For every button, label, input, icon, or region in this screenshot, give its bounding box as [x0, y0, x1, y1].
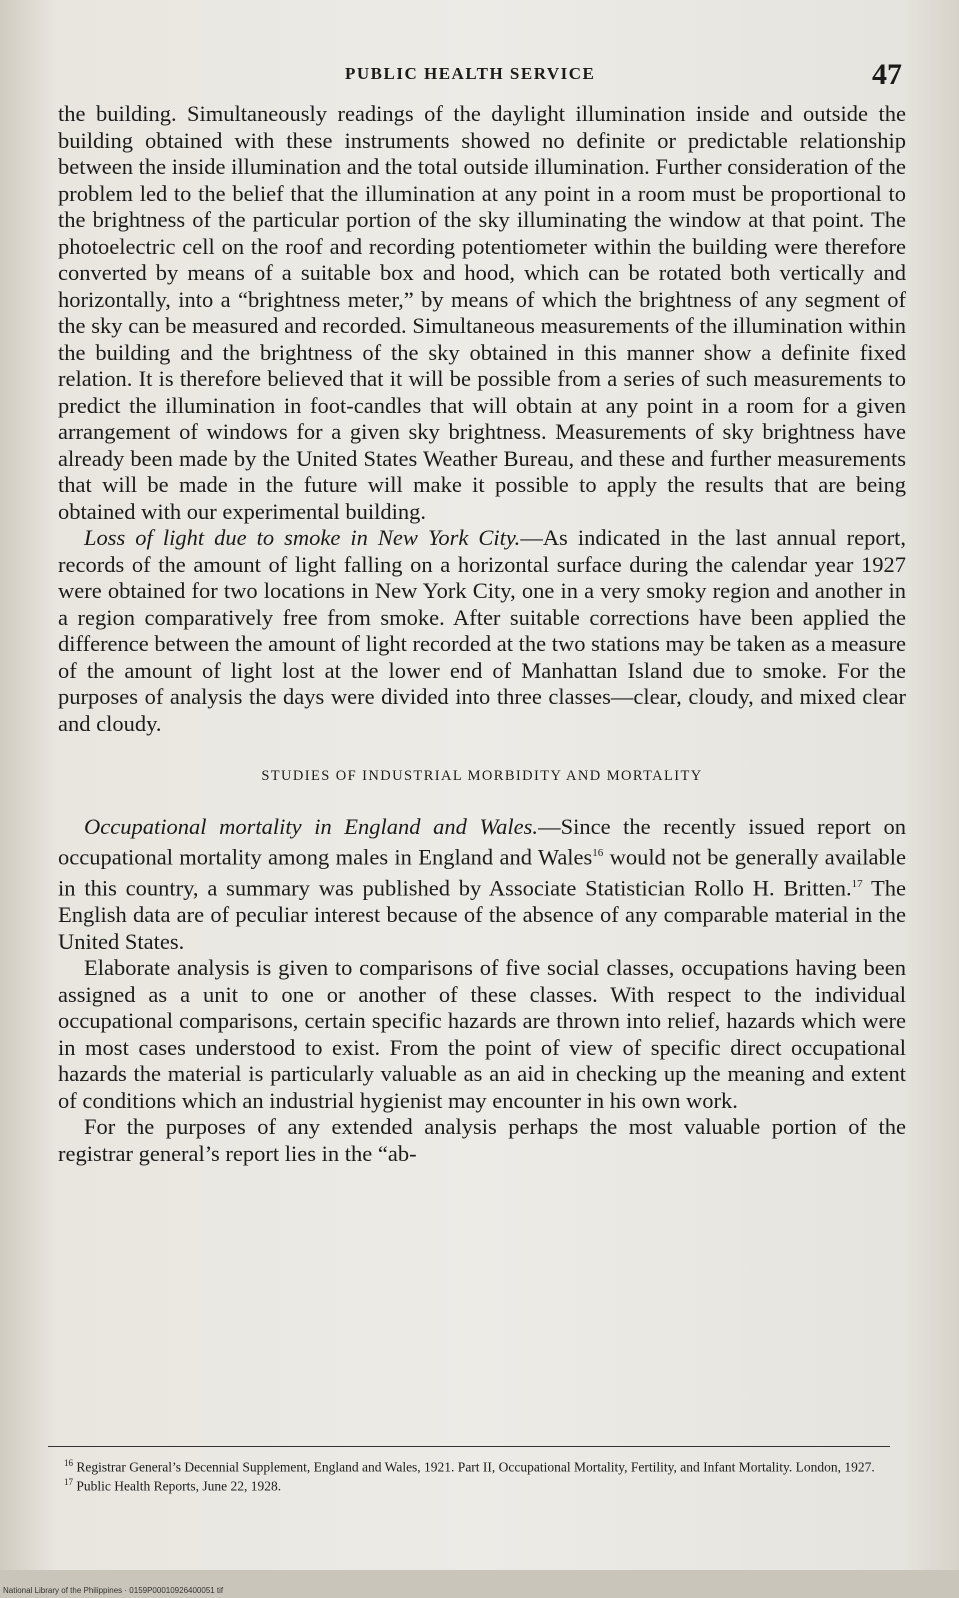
- footnote-rule: [48, 1446, 890, 1447]
- scan-imprint: National Library of the Philippines · 0159P00010926400051 tif: [3, 1586, 224, 1595]
- paragraph-occupational-mortality: [58, 814, 906, 956]
- paragraph-social-classes: Elaborate analysis is given to comparisons of five social classes, occupations having been assigned as a unit to one or another of these classes. With respect to the individual occupational comparisons, certain specific hazards are thrown into relief, hazards which were in most cases understood to exist. From the point of view of specific direct occupational hazards the material is particularly valuable as an aid in checking up the meaning and extent of conditions which an industrial hygienist may encounter in his own work.: [58, 955, 906, 1113]
- footnote-16: [50, 1456, 892, 1475]
- footnotes: [50, 1456, 892, 1493]
- paragraph-occupational-mortality-title: Occupational mortality in England and Wales.: [84, 813, 539, 839]
- body-text: [58, 101, 906, 1167]
- paragraph-smoke-loss-text: —As indicated in the last annual report, records of the amount of light falling on a horizontal surface during the calendar year 1927 were obtained for two locations in New York City, one in a very smoky region and another in a region comparatively free from smoke. After suitable corrections have been applied the difference between the amount of light recorded at the two stations may be taken as a measure of the amount of light lost at the lower end of Manhattan Island due to smoke. For the purposes of analysis the days were divided into three classes—clear, cloudy, and mixed clear and cloudy.: [58, 525, 907, 736]
- footnote-mark-16: 16: [64, 1458, 73, 1468]
- footnote-17: [50, 1475, 892, 1494]
- paragraph-daylight: the building. Simultaneously readings of the daylight illumination inside and outside the building obtained with these instruments showed no definite or predictable relationship between the inside illumination and the total outside illumination. Further consideration of the problem led to the belief that the illumination at any point in a room must be proportional to the brightness of the particular portion of the sky illuminating the window at that point. The photoelectric cell on the roof and recording potentiometer within the building were therefore converted by means of a suitable box and hood, which can be rotated both vertically and horizontally, into a “brightness meter,” by means of which the brightness of any segment of the sky can be measured and recorded. Simultaneous measurements of the illumination within the building and the brightness of the sky obtained in this manner show a definite fixed relation. It is therefore believed that it will be possible from a series of such measurements to predict the illumination in foot-candles that will obtain at any point in a room for a given arrangement of windows for a given sky brightness. Measurements of sky brightness have already been made by the United States Weather Bureau, and these and further measurements that will be made in the future will make it possible to apply the results that are being obtained with our experimental building.: [58, 101, 906, 524]
- paragraph-registrar-report: For the purposes of any extended analysis perhaps the most valuable portion of the registrar general’s report lies in the “ab-: [58, 1114, 906, 1166]
- footnote-16-text: Registrar General’s Decennial Supplement, England and Wales, 1921. Part II, Occupational Mortality, Fertility, and Infant Mortality. London, 1927.: [73, 1459, 875, 1475]
- page-number: 47: [872, 58, 902, 91]
- footnote-mark-17: 17: [64, 1476, 73, 1487]
- paragraph-occupational-mortality-text-a: —Since the recently issued report on occupational mortality among males in England and Wales: [58, 813, 907, 870]
- footnote-17-text: Public Health Reports, June 22, 1928.: [73, 1478, 282, 1493]
- paragraph-occupational-mortality-text-c: The English data are of peculiar interest because of the absence of any comparable material in the United States.: [58, 875, 906, 954]
- paragraph-smoke-loss: [58, 525, 906, 737]
- footnote-ref-16: 16: [592, 847, 604, 859]
- running-title: PUBLIC HEALTH SERVICE: [345, 64, 596, 83]
- paragraph-occupational-mortality-text-b: would not be generally available in this country, a summary was published by Associate Statistician Rollo H. Britten.: [58, 844, 906, 901]
- section-heading: STUDIES OF INDUSTRIAL MORBIDITY AND MORTALITY: [261, 768, 703, 784]
- paragraph-smoke-loss-title: Loss of light due to smoke in New York City.: [84, 525, 521, 550]
- running-head: [60, 58, 914, 98]
- footnote-ref-17: 17: [851, 878, 863, 890]
